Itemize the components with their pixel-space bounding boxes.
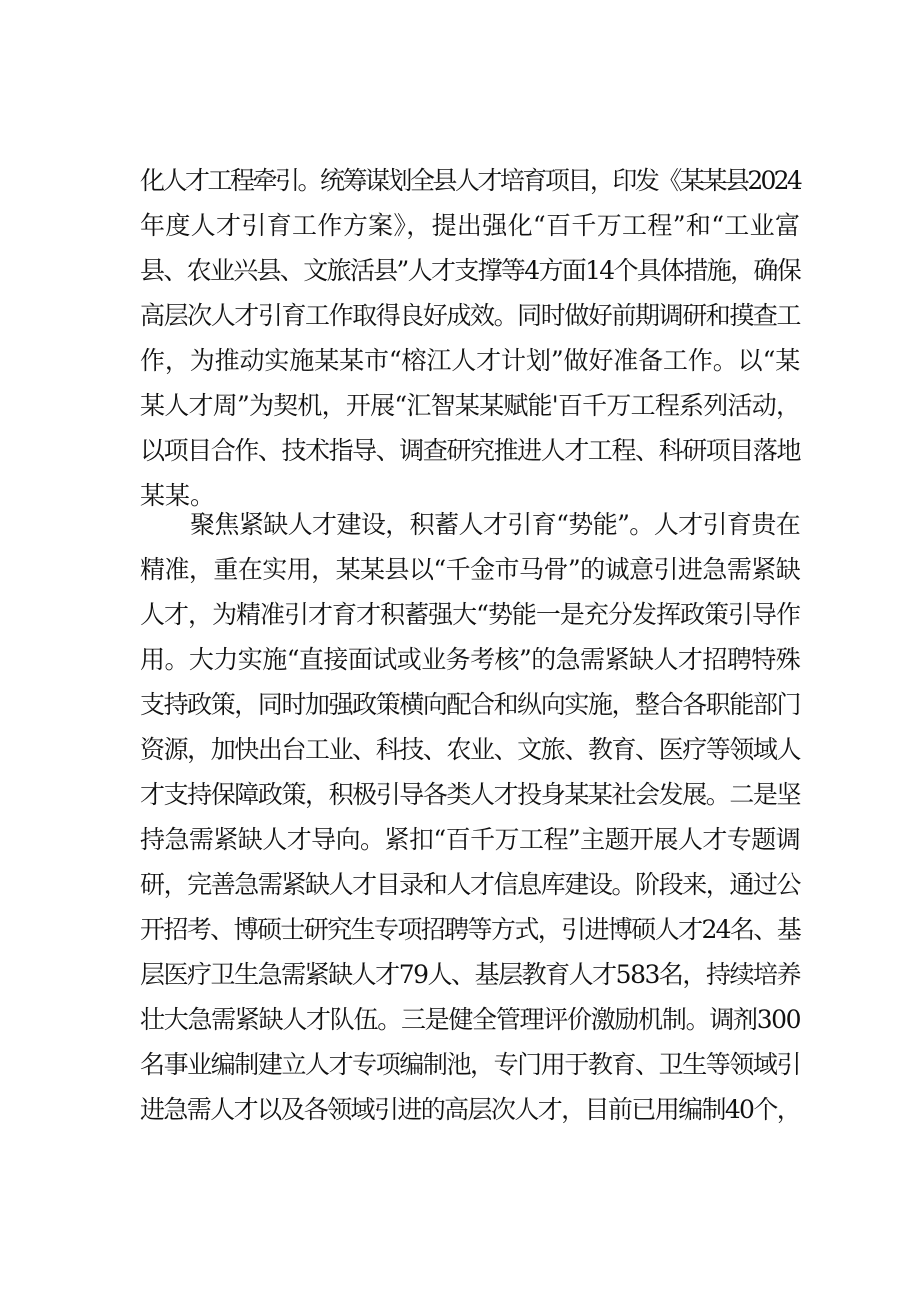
paragraph-1-line: 某某。 <box>140 481 216 510</box>
paragraph-1 <box>140 158 800 518</box>
paragraph-2-line: 精准，重在实用，某某县以“千金市马骨”的诚意引进急需紧缺 <box>140 555 800 584</box>
paragraph-2-line: 开招考、博硕士研究生专项招聘等方式，引进博硕人才24名、基 <box>140 915 800 944</box>
paragraph-2-line: 支持政策，同时加强政策横向配合和纵向实施，整合各职能部门 <box>140 690 800 719</box>
paragraph-1-line: 年度人才引育工作方案》，提出强化“百千万工程”和“工业富 <box>140 211 800 240</box>
paragraph-2-line: 层医疗卫生急需紧缺人才79人、基层教育人才583名，持续培养 <box>140 960 800 989</box>
paragraph-2-first-line: 聚焦紧缺人才建设，积蓄人才引育“势能”。人才引育贵在 <box>190 510 800 539</box>
paragraph-1-line: 高层次人才引育工作取得良好成效。同时做好前期调研和摸查工 <box>140 301 800 330</box>
paragraph-1-line: 以项目合作、技术指导、调查研究推进人才工程、科研项目落地 <box>140 436 800 465</box>
paragraph-2 <box>140 502 800 1132</box>
paragraph-2-line: 才支持保障政策，积极引导各类人才投身某某社会发展。二是坚 <box>140 780 800 809</box>
paragraph-2-line: 研，完善急需紧缺人才目录和人才信息库建设。阶段来，通过公 <box>140 870 800 899</box>
paragraph-1-line: 县、农业兴县、文旅活县”人才支撑等4方面14个具体措施，确保 <box>140 256 800 285</box>
paragraph-1-line: 某人才周”为契机，开展“汇智某某赋能'百千万工程系列活动， <box>140 391 800 420</box>
paragraph-2-line: 资源，加快出台工业、科技、农业、文旅、教育、医疗等领域人 <box>140 735 800 764</box>
paragraph-2-line: 持急需紧缺人才导向。紧扣“百千万工程”主题开展人才专题调 <box>140 825 800 854</box>
paragraph-1-line: 化人才工程牵引。统筹谋划全县人才培育项目，印发《某某县2024 <box>140 166 800 195</box>
paragraph-2-line: 名事业编制建立人才专项编制池，专门用于教育、卫生等领域引 <box>140 1050 800 1079</box>
paragraph-1-line: 作，为推动实施某某市“榕江人才计划”做好准备工作。以“某 <box>140 346 800 375</box>
paragraph-2-line: 人才，为精准引才育才积蓄强大“势能一是充分发挥政策引导作 <box>140 600 800 629</box>
paragraph-2-line: 进急需人才以及各领域引进的高层次人才，目前已用编制40个， <box>140 1095 800 1124</box>
paragraph-2-line: 用。大力实施“直接面试或业务考核”的急需紧缺人才招聘特殊 <box>140 645 800 674</box>
paragraph-2-line: 壮大急需紧缺人才队伍。三是健全管理评价激励机制。调剂300 <box>140 1005 800 1034</box>
